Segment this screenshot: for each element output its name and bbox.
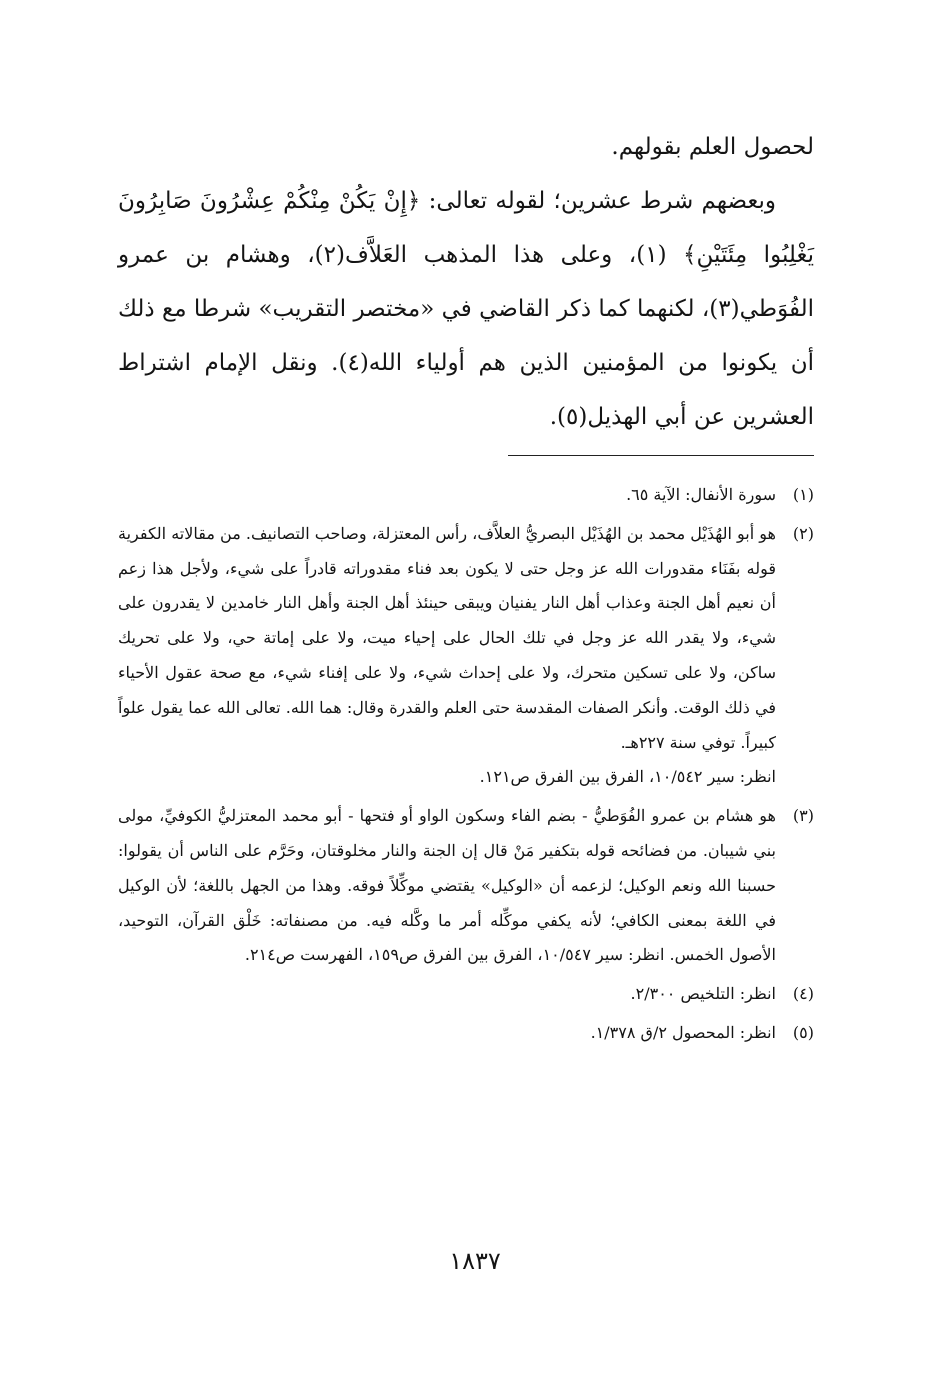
main-text [118, 120, 814, 444]
footnote-4 [118, 977, 814, 1012]
footnote-number: (٢) [792, 523, 814, 543]
footnote-number: (٥) [792, 1022, 814, 1042]
footnote-number: (٣) [792, 806, 814, 826]
footnote-text: هو هشام بن عمرو الفُوَطيُّ - بضم الفاء وسكون الواو أو فتحها - أبو محمد المعتزليُّ الكوفيِّ، مولى بني شيبان. من فضائحه قوله بتكفير مَنْ قال إن الجنة والنار مخلوقتان، وحَرَّم على الناس أن يقولوا: حسبنا الله ونعم الوكيل؛ لزعمه أن «الوكيل» يقتضي موكِّلاً فوقه. وهذا من الجهل باللغة؛ لأن الوكيل في اللغة بمعنى الكافي؛ لأنه يكفي موكِّله أمر ما وكَّله فيه. من مصنفاته: خَلْق القرآن، التوحيد، الأصول الخمس. انظر: سير ١٠/٥٤٧، الفرق بين الفرق ص١٥٩، الفهرست ص٢١٤. [118, 806, 776, 965]
footnote-number: (١) [792, 485, 814, 504]
footnote-3 [118, 799, 814, 973]
main-line-1: لحصول العلم بقولهم. [611, 134, 814, 160]
footnote-text: هو أبو الهُذَيْل محمد بن الهُذَيْل البصريُّ العلاَّف، رأس المعتزلة، وصاحب التصانيف. من مقالاته الكفرية قوله بفَنَاء مقدورات الله عز وجل حتى لا يكون بعد فناء مقدوراته قادراً على شيء، ولأجل هذا زعم أن نعيم أهل الجنة وعذاب أهل النار يفنيان ويبقى حينئذ أهل الجنة وأهل النار خامدين لا يقدرون على شيء، ولا يقدر الله عز وجل في تلك الحال على إحياء ميت، ولا على إماتة حي، ولا على تحريك ساكن، ولا على تسكين متحرك، ولا على إحداث شيء، ولا على إفناء شيء، مع صحة عقول الأحياء في ذلك الوقت. وأنكر الصفات المقدسة حتى العلم والقدرة وقال: هما الله. تعالى الله عما يقول علواً كبيراً. توفي سنة ٢٢٧هـ. [118, 523, 776, 752]
footnote-2 [118, 517, 814, 795]
footnote-divider [508, 455, 814, 456]
footnote-reference: انظر: سير ١٠/٥٤٢، الفرق بين الفرق ص١٢١. [479, 767, 776, 787]
main-paragraph: وبعضهم شرط عشرين؛ لقوله تعالى: ﴿إِنْ يَكُنْ مِنْكُمْ عِشْرُونَ صَابِرُونَ يَغْلِبُوا مِئَتَيْنِ﴾ (١)، وعلى هذا المذهب العَلاَّف(٢)، وهشام بن عمرو الفُوَطي(٣)، لكنهما كما ذكر القاضي في «مختصر التقريب» شرطا مع ذلك أن يكونوا من المؤمنين الذين هم أولياء الله(٤). ونقل الإمام اشتراط العشرين عن أبي الهذيل(٥). [118, 188, 815, 430]
footnote-text: انظر: المحصول ٢/ق ١/٣٧٨. [590, 1022, 776, 1042]
page-number: ١٨٣٧ [449, 1247, 501, 1275]
footnote-5 [118, 1016, 814, 1051]
footnote-number: (٤) [792, 984, 814, 1004]
footnote-text: انظر: التلخيص ٢/٣٠٠. [630, 984, 776, 1004]
footnote-1 [118, 478, 814, 513]
footnotes [118, 478, 814, 1055]
footnote-text: سورة الأنفال: الآية ٦٥. [626, 485, 776, 504]
